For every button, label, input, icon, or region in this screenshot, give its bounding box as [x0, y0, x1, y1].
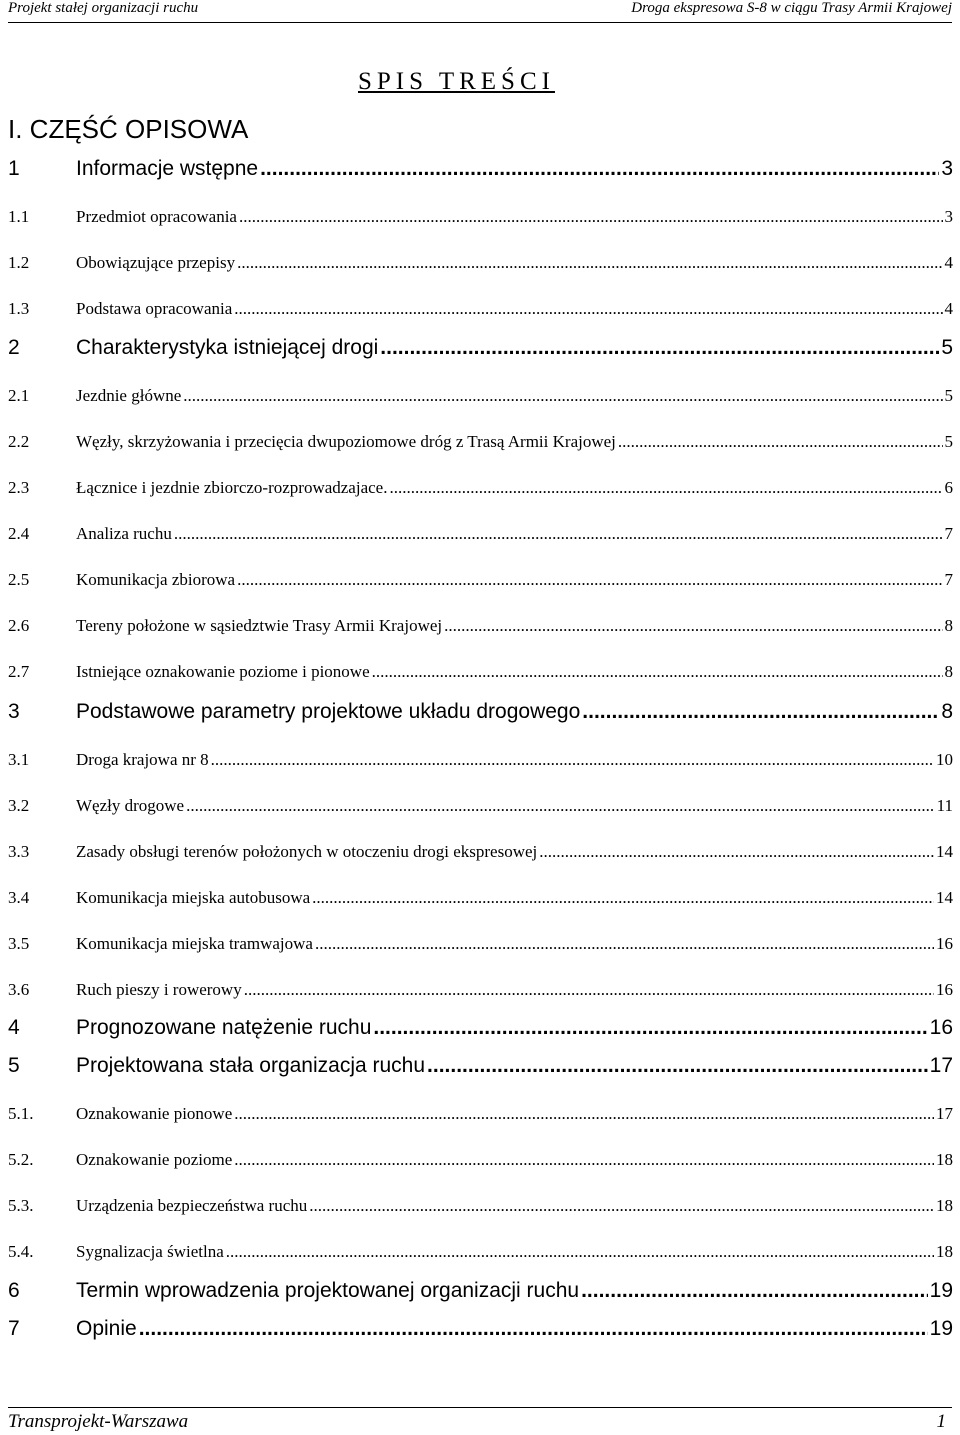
toc-entry-page: 3 — [944, 207, 953, 226]
toc-entry-number: 3.1 — [8, 750, 30, 769]
toc-entry-title: Podstawowe parametry projektowe układu drogowego — [76, 700, 581, 723]
toc-entry-page: 8 — [944, 662, 953, 681]
toc-entry-number: 2.1 — [8, 386, 30, 405]
toc-leader — [312, 888, 934, 908]
toc-entry[interactable] — [8, 1054, 953, 1078]
toc-entry-title: Termin wprowadzenia projektowanej organizacji ruchu — [76, 1279, 580, 1302]
toc-entry-number: 3.5 — [8, 934, 30, 953]
toc-entry-number: 4 — [8, 1016, 20, 1039]
toc-entry-page: 8 — [944, 616, 953, 635]
toc-entry-title: Ruch pieszy i rowerowy — [76, 980, 242, 999]
toc-entry-title: Komunikacja miejska autobusowa — [76, 888, 311, 907]
toc-leader — [427, 1054, 928, 1078]
toc-entry-page: 5 — [941, 336, 953, 359]
toc-entry-number: 7 — [8, 1317, 20, 1340]
toc-entry[interactable] — [8, 1317, 953, 1341]
toc-entry-number: 5 — [8, 1054, 20, 1077]
toc-entry-number: 2.7 — [8, 662, 30, 681]
toc-entry-page: 7 — [944, 524, 953, 543]
toc-entry-page: 10 — [936, 750, 953, 769]
toc-leader — [444, 616, 942, 636]
toc-entry[interactable] — [8, 432, 953, 452]
toc-entry-title: Tereny położone w sąsiedztwie Trasy Armii Krajowej — [76, 616, 443, 635]
toc-entry-page: 18 — [936, 1150, 953, 1169]
toc-entry[interactable] — [8, 1016, 953, 1040]
toc-entry-title: Informacje wstępne — [76, 157, 259, 180]
toc-entry-title: Obowiązujące przepisy — [76, 253, 236, 272]
toc-entry-title: Zasady obsługi terenów położonych w otoczeniu drogi ekspresowej — [76, 842, 538, 861]
toc-entry[interactable] — [8, 888, 953, 908]
toc-leader — [372, 662, 943, 682]
toc-entry[interactable] — [8, 796, 953, 816]
toc-entry-title: Podstawa opracowania — [76, 299, 233, 318]
toc-entry-number: 2.3 — [8, 478, 30, 497]
toc-entry-page: 14 — [936, 842, 953, 861]
toc-entry-page: 18 — [936, 1242, 953, 1261]
toc-leader — [237, 253, 942, 273]
toc-entry-page: 17 — [936, 1104, 953, 1123]
toc-entry-number: 5.2. — [8, 1150, 34, 1169]
toc-entry-number: 6 — [8, 1279, 20, 1302]
toc-leader — [373, 1016, 927, 1040]
toc-entry-number: 2.2 — [8, 432, 30, 451]
toc-entry-number: 1.3 — [8, 299, 30, 318]
toc-entry[interactable] — [8, 616, 953, 636]
toc-entry-page: 8 — [941, 700, 953, 723]
toc-leader — [139, 1317, 928, 1341]
toc-entry[interactable] — [8, 700, 953, 724]
toc-entry-title: Jezdnie główne — [76, 386, 182, 405]
toc-leader — [234, 1104, 934, 1124]
toc-leader — [226, 1242, 934, 1262]
toc-entry-page: 4 — [944, 299, 953, 318]
toc-entry[interactable] — [8, 934, 953, 954]
toc-entry[interactable] — [8, 157, 953, 181]
toc-entry[interactable] — [8, 386, 953, 406]
toc-entry-title: Oznakowanie poziome — [76, 1150, 233, 1169]
toc-entry[interactable] — [8, 980, 953, 1000]
toc-entry-title: Węzły, skrzyżowania i przecięcia dwupoziomowe dróg z Trasą Armii Krajowej — [76, 432, 616, 451]
toc-entry-page: 16 — [929, 1016, 953, 1039]
toc-entry-title: Droga krajowa nr 8 — [76, 750, 209, 769]
toc-entry-title: Projektowana stała organizacja ruchu — [76, 1054, 426, 1077]
header-right-text: Droga ekspresowa S-8 w ciągu Trasy Armii Krajowej — [631, 0, 952, 16]
toc-leader — [582, 700, 939, 724]
toc-entry[interactable] — [8, 570, 953, 590]
toc-entry-page: 7 — [944, 570, 953, 589]
toc-entry-title: Prognozowane natężenie ruchu — [76, 1016, 372, 1039]
toc-entry-page: 5 — [944, 386, 953, 405]
part-title: I. CZĘŚĆ OPISOWA — [8, 114, 249, 144]
footer-page-number: 1 — [936, 1411, 946, 1432]
toc-entry[interactable] — [8, 1150, 953, 1170]
toc-entry-page: 18 — [936, 1196, 953, 1215]
toc-entry-page: 19 — [929, 1317, 953, 1340]
toc-entry[interactable] — [8, 524, 953, 544]
toc-entry-number: 1.2 — [8, 253, 30, 272]
toc-leader — [309, 1196, 934, 1216]
page-header — [8, 0, 952, 23]
toc-entry-title: Sygnalizacja świetlna — [76, 1242, 224, 1261]
toc-entry-number: 2.5 — [8, 570, 30, 589]
toc-entry-title: Łącznice i jezdnie zbiorczo-rozprowadzajace. — [76, 478, 388, 497]
toc-leader — [234, 1150, 934, 1170]
toc-entry[interactable] — [8, 750, 953, 770]
toc-entry-page: 6 — [944, 478, 953, 497]
toc-entry[interactable] — [8, 1242, 953, 1262]
toc-leader — [244, 980, 934, 1000]
toc-entry-page: 16 — [936, 980, 953, 999]
toc-entry-number: 3 — [8, 700, 20, 723]
toc-entry-page: 4 — [944, 253, 953, 272]
toc-entry-title: Urządzenia bezpieczeństwa ruchu — [76, 1196, 308, 1215]
toc-entry[interactable] — [8, 1279, 953, 1303]
toc-entry-number: 2 — [8, 336, 20, 359]
toc-leader — [389, 478, 942, 498]
toc-entry-number: 1.1 — [8, 207, 30, 226]
toc-entry-title: Charakterystyka istniejącej drogi — [76, 336, 379, 359]
toc-leader — [380, 336, 939, 360]
toc-entry-number: 5.3. — [8, 1196, 34, 1215]
toc-entry[interactable] — [8, 1104, 953, 1124]
toc-leader — [183, 386, 942, 406]
toc-entry-number: 3.6 — [8, 980, 30, 999]
toc-entry[interactable] — [8, 299, 953, 319]
toc-entry-title: Komunikacja zbiorowa — [76, 570, 236, 589]
toc-entry-page: 3 — [941, 157, 953, 180]
toc-title: SPIS TREŚCI — [358, 68, 555, 95]
toc-entry-number: 2.4 — [8, 524, 30, 543]
toc-entry-title: Opinie — [76, 1317, 137, 1340]
toc-entry-page: 19 — [929, 1279, 953, 1302]
toc-entry-number: 1 — [8, 157, 20, 180]
header-left-text: Projekt stałej organizacji ruchu — [8, 0, 199, 16]
toc-leader — [234, 299, 942, 319]
toc-leader — [237, 570, 942, 590]
toc-entry-title: Analiza ruchu — [76, 524, 172, 543]
toc-leader — [174, 524, 943, 544]
toc-entry-number: 5.4. — [8, 1242, 34, 1261]
toc-leader — [260, 157, 939, 181]
toc-entry-title: Istniejące oznakowanie poziome i pionowe — [76, 662, 370, 681]
toc-entry-number: 2.6 — [8, 616, 30, 635]
toc-entry-title: Oznakowanie pionowe — [76, 1104, 233, 1123]
toc-entry-title: Węzły drogowe — [76, 796, 185, 815]
toc-entry[interactable] — [8, 842, 953, 862]
toc-leader — [581, 1279, 928, 1303]
toc-entry-page: 16 — [936, 934, 953, 953]
toc-entry-number: 3.3 — [8, 842, 30, 861]
toc-entry-page: 5 — [944, 432, 953, 451]
toc-entry-title: Przedmiot opracowania — [76, 207, 237, 226]
toc-leader — [315, 934, 934, 954]
toc-leader — [239, 207, 943, 227]
toc-entry-page: 11 — [936, 796, 953, 815]
toc-entry[interactable] — [8, 336, 953, 360]
toc-entry[interactable] — [8, 207, 953, 227]
toc-entry[interactable] — [8, 478, 953, 498]
toc-entry-number: 3.4 — [8, 888, 30, 907]
toc-leader — [186, 796, 935, 816]
toc-entry[interactable] — [8, 253, 953, 273]
toc-leader — [539, 842, 934, 862]
toc-entry-page: 17 — [929, 1054, 953, 1077]
toc-entry[interactable] — [8, 1196, 953, 1216]
toc-entry-number: 3.2 — [8, 796, 30, 815]
toc-leader — [211, 750, 934, 770]
toc-leader — [618, 432, 943, 452]
toc-entry-number: 5.1. — [8, 1104, 34, 1123]
toc-entry-title: Komunikacja miejska tramwajowa — [76, 934, 313, 953]
toc-entry-page: 14 — [936, 888, 953, 907]
footer-left-text: Transprojekt-Warszawa — [8, 1411, 189, 1432]
toc-entry[interactable] — [8, 662, 953, 682]
page-footer — [8, 1407, 952, 1435]
